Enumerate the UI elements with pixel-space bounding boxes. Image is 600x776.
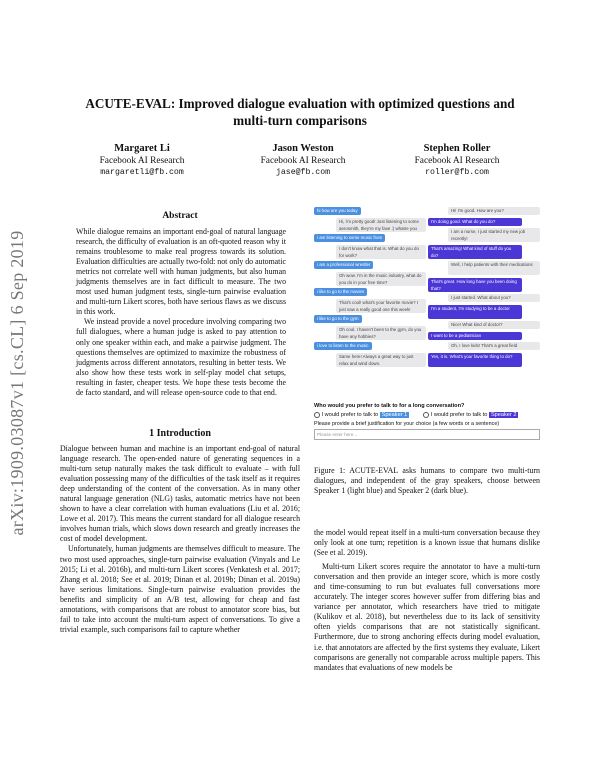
abstract-body — [76, 227, 286, 398]
speaker-2-message: I want to be a pediatrician — [428, 332, 522, 340]
justification-prompt: Please provide a brief justification for your choice (a few words or a sentence) — [314, 421, 500, 427]
speaker-1-message: i love to listen to the music — [314, 342, 372, 350]
author-3 — [382, 143, 532, 179]
question-text: Who would you prefer to talk to for a long conversation? — [314, 403, 465, 409]
paper-title — [60, 95, 540, 129]
option-2-text: I would prefer to talk to — [430, 412, 488, 418]
author-affiliation: Facebook AI Research — [260, 156, 346, 166]
option-1-text: I would prefer to talk to — [321, 412, 379, 418]
speaker-1-label: Speaker 1 — [381, 412, 408, 418]
speaker-1-message: hi how are you today — [314, 207, 361, 215]
author-name: Margaret Li — [114, 143, 170, 154]
gray-message: I don't know what that is. What do you do for work? — [336, 245, 426, 259]
gray-message: Hi! I'm good. How are you? — [448, 207, 540, 215]
intro-body — [60, 444, 300, 635]
intro-paragraph-1: Dialogue between human and machine is an important end-goal of natural language research. The open-ended nature of generating sequences in a multi-turn setup naturally makes the task difficult to evaluate – with full evaluation possessing many of the difficulties of the task itself as it requires deep understanding of the content of the conversation. As in many other natural language generation (NLG) tasks, automatic metrics have not been shown to have a clear correlation with human evaluations (Liu et al. 2016; Lowe et al. 2017). This means the current standard for all dialogue research involves human trials, which slows down research and greatly increases the cost of model development. — [60, 444, 300, 544]
speaker-1-message: i am a professional wrestler — [314, 261, 373, 269]
right-dialogue — [428, 205, 540, 401]
figure-caption: Figure 1: ACUTE-EVAL asks humans to compare two multi-turn dialogues, and independent of the gray speakers, choose between Speaker 1 (light blue) and Speaker 2 (dark blue). — [314, 466, 540, 496]
author-affiliation: Facebook AI Research — [414, 156, 500, 166]
option-1[interactable] — [314, 411, 409, 420]
radio-icon[interactable] — [314, 412, 320, 418]
justification-input[interactable]: Please enter here... — [314, 429, 540, 440]
abstract-heading: Abstract — [162, 211, 198, 221]
title-line-1: ACUTE-EVAL: Improved dialogue evaluation with optimized questions and — [85, 96, 515, 111]
gray-message: I am a nurse, I just started my new job recently! — [448, 228, 540, 242]
author-email: jase@fb.com — [275, 168, 331, 177]
speaker-1-message: i am listening to some music from — [314, 234, 385, 242]
speaker-2-message: That's amazing! What kind of stuff do you do? — [428, 245, 522, 259]
abstract-paragraph-1: While dialogue remains an important end-goal of natural language research, the difficulty of evaluation is an oft-quoted reason why it remains troublesome to make real progress towards its solution. Evaluation difficulties are actually two-fold: not only do automatic metrics not correlate well with human judgments, but also human judgments themselves are in fact difficult to measure. The two most used human judgment tests, single-turn pairwise evaluation and multi-turn Likert scores, both have serious flaws as we discuss in this work. — [76, 227, 286, 317]
arxiv-stamp: arXiv:1909.03087v1 [cs.CL] 6 Sep 2019 — [7, 230, 27, 536]
radio-icon[interactable] — [423, 412, 429, 418]
author-1 — [67, 143, 217, 179]
gray-message: Nice! What kind of doctor? — [448, 321, 540, 329]
gray-message: Oh, I love kids! That's a great field — [448, 342, 540, 350]
speaker-1-message: i like to go to the gym — [314, 315, 362, 323]
gray-message: I just started. What about you? — [448, 294, 540, 302]
right-paragraph-2: Multi-turn Likert scores require the annotator to have a multi-turn conversation and then provide an integer score, which is more costly and time-consuming to run but evaluates full conversations more accurately. The integer scores however suffer from differing bias and variance per annotator, which researchers have tried to mitigate (Kulikov et al. 2018), but nevertheless due to its lack of sensitivity often yields comparisons that are not statistically significant. Furthermore, due to strong anchoring effects during model evaluation, i.e. that annotators are affected by the first systems they evaluate, Likert comparisons are generally not comparable across multiple papers. This mandates that evaluations of new models be — [314, 562, 540, 672]
author-name: Jason Weston — [272, 143, 334, 154]
speaker-2-message: I'm doing good. What do you do? — [428, 218, 522, 226]
gray-message: Well, I help patients with their medications — [448, 261, 540, 275]
author-email: roller@fb.com — [425, 168, 489, 177]
speaker-2-message: Yes, it is. What's your favorite thing to do? — [428, 353, 522, 367]
question-panel — [314, 402, 540, 440]
intro-heading: 1 Introduction — [149, 428, 211, 439]
author-2 — [228, 143, 378, 179]
author-name: Stephen Roller — [423, 143, 491, 154]
author-email: margaretli@fb.com — [100, 168, 184, 177]
abstract-paragraph-2: We instead provide a novel procedure involving comparing two full dialogues, where a human judge is asked to pay attention to only one speaker within each, and make a pairwise judgment. The questions themselves are optimized to maximize the robustness of judgments across different annotators, resulting in better tests. We also show how these tests work in self-play model chat setups, resulting in faster, cheaper tests. We hope these tests become the de facto standard, and will release open-source code to that end. — [76, 317, 286, 397]
right-paragraph-1: the model would repeat itself in a multi-turn conversation because they only look at one turn; repetition is a known issue that humans dislike (See et al. 2019). — [314, 528, 540, 558]
gray-message: Oh cool. I haven't been to the gym, do you have any hobbies? — [336, 326, 426, 340]
title-line-2: multi-turn comparisons — [233, 113, 367, 128]
speaker-2-label: Speaker 2 — [490, 412, 517, 418]
gray-message: Hi, i'm pretty good! Just listening to some aerosmith, they're my fave :) whatre you — [336, 218, 426, 232]
option-2[interactable] — [423, 411, 518, 420]
figure-1 — [314, 205, 540, 463]
speaker-2-message: That's great. How long have you been doing that? — [428, 278, 522, 292]
gray-message: Same here! Always a great way to just relax and wind down. — [336, 353, 426, 367]
left-dialogue — [314, 205, 426, 401]
speaker-1-message: i like to go to the movies — [314, 288, 367, 296]
gray-message: Oh wow. I'm in the music industry, what do you do in your free time? — [336, 272, 426, 286]
speaker-2-message: I'm a student, I'm studying to be a doctor — [428, 305, 522, 319]
gray-message: That's cool! what's your favorite movie? I just saw a really good one this week! — [336, 299, 426, 313]
right-column-body — [314, 528, 540, 673]
intro-paragraph-2: Unfortunately, human judgments are themselves difficult to measure. The two most used approaches, single-turn pairwise evaluation (Vinyals and Le 2015; Li et al. 2016b), and multi-turn Likert scores (Venkatesh et al. 2017; Zhang et al. 2018; See et al. 2019; Dinan et al. 2019b; Dinan et al. 2019a) have serious limitations. Single-turn pairwise evaluation provides the benefits and simplicity of an A/B test, allowing for cheap and fast annotations, with comparisons that are robust to annotator score bias, but fail to take into account the multi-turn aspect of conversations. To give a trivial example, such comparisons fail to capture whether — [60, 544, 300, 634]
options-row — [314, 411, 540, 420]
author-affiliation: Facebook AI Research — [99, 156, 185, 166]
